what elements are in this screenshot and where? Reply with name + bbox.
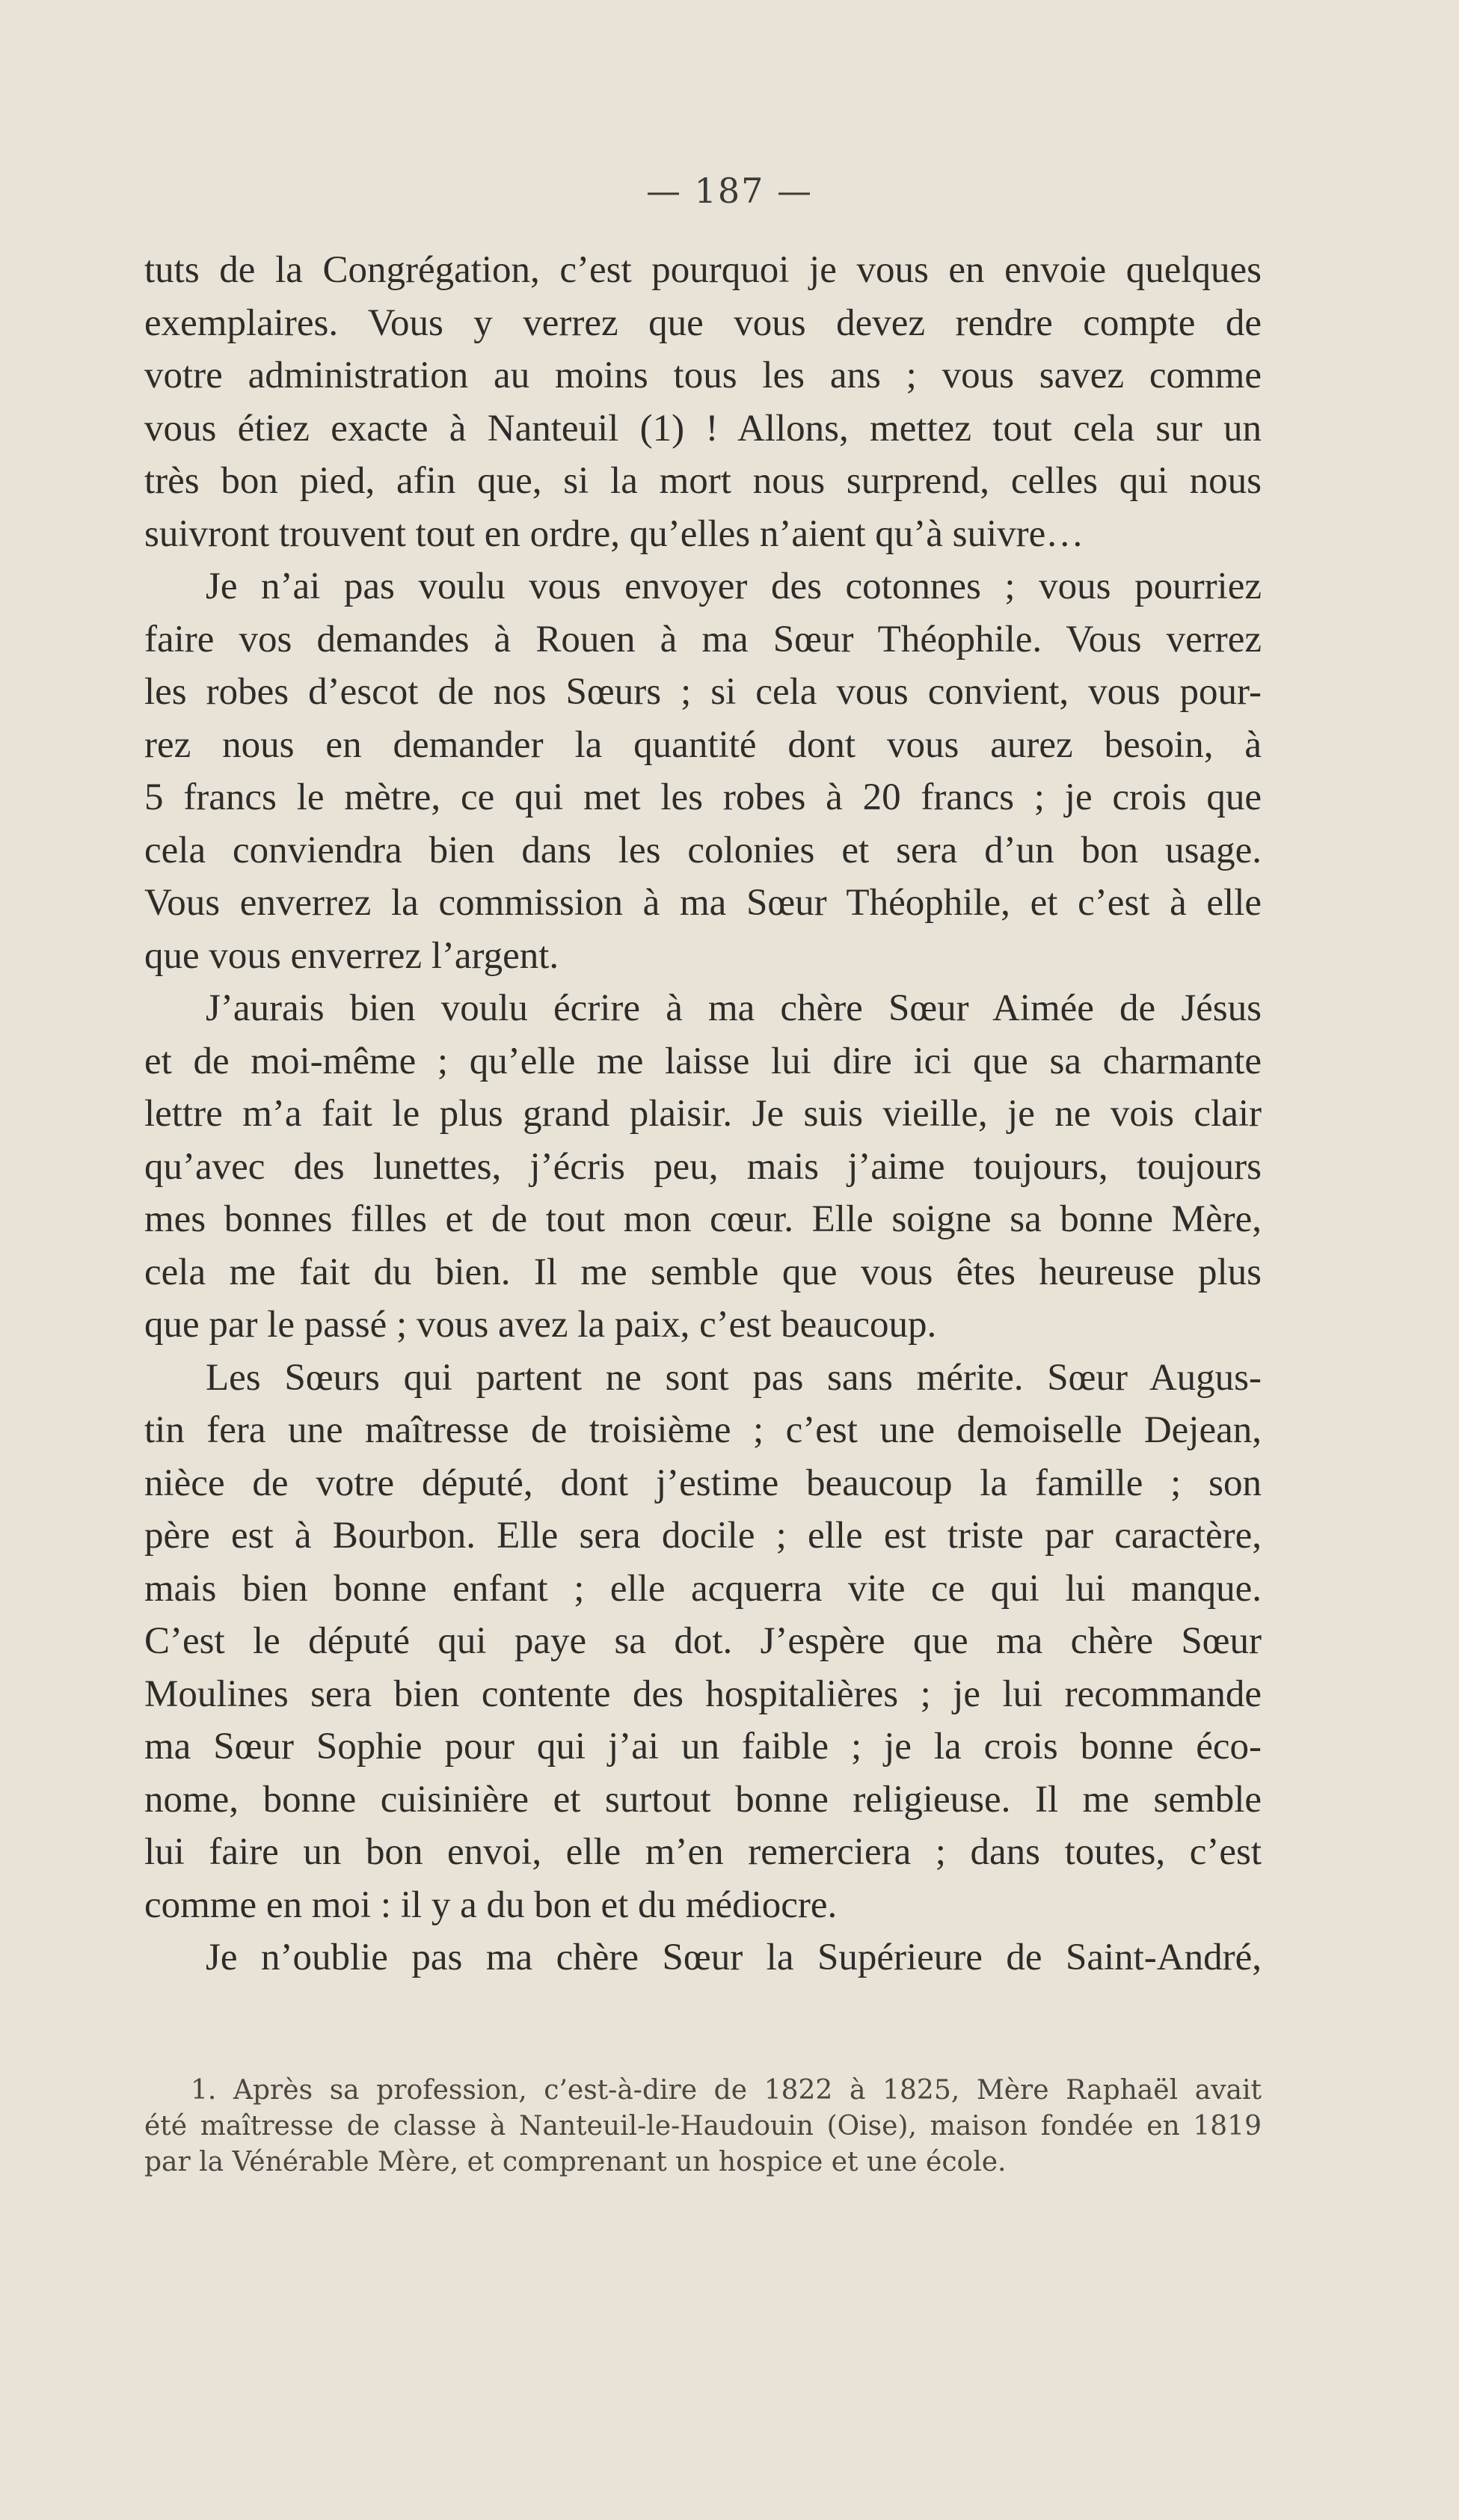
text-line: Moulines sera bien contente des hospitalières ; je lui recommande — [144, 1673, 1262, 1715]
text-line: mes bonnes filles et de tout mon cœur. Elle soigne sa bonne Mère, — [144, 1198, 1262, 1240]
text-line: J’aurais bien voulu écrire à ma chère Sœur Aimée de Jésus — [206, 987, 1262, 1029]
text-line: que par le passé ; vous avez la paix, c’est beaucoup. — [144, 1304, 937, 1346]
text-line: et de moi-même ; qu’elle me laisse lui dire ici que sa charmante — [144, 1040, 1262, 1082]
text-line: Je n’oublie pas ma chère Sœur la Supérieure de Saint-André, — [206, 1937, 1262, 1978]
text-line: lui faire un bon envoi, elle m’en remerciera ; dans toutes, c’est — [144, 1831, 1262, 1873]
text-line: cela conviendra bien dans les colonies et sera d’un bon usage. — [144, 829, 1262, 871]
text-line: que vous enverrez l’argent. — [144, 934, 559, 977]
text-line: tuts de la Congrégation, c’est pourquoi je vous en envoie quelques — [144, 249, 1262, 291]
text-line: mais bien bonne enfant ; elle acquerra vite ce qui lui manque. — [144, 1567, 1262, 1610]
text-line: comme en moi : il y a du bon et du médiocre. — [144, 1883, 838, 1926]
text-line: ma Sœur Sophie pour qui j’ai un faible ; je la crois bonne éco- — [144, 1726, 1262, 1768]
footnote-line: par la Vénérable Mère, et comprenant un hospice et une école. — [144, 2147, 1007, 2177]
text-line: père est à Bourbon. Elle sera docile ; elle est triste par caractère, — [144, 1515, 1262, 1557]
text-line: lettre m’a fait le plus grand plaisir. Je suis vieille, je ne vois clair — [144, 1093, 1262, 1135]
text-line: rez nous en demander la quantité dont vous aurez besoin, à — [144, 723, 1262, 766]
text-line: qu’avec des lunettes, j’écris peu, mais j’aime toujours, toujours — [144, 1145, 1262, 1188]
page-body-text — [144, 244, 1262, 1984]
text-line: C’est le député qui paye sa dot. J’espère que ma chère Sœur — [144, 1620, 1262, 1662]
text-line: Vous enverrez la commission à ma Sœur Théophile, et c’est à elle — [144, 882, 1262, 924]
text-line: cela me fait du bien. Il me semble que vous êtes heureuse plus — [144, 1251, 1262, 1293]
footnote-line: été maîtresse de classe à Nanteuil-le-Haudouin (Oise), maison fondée en 1819 — [144, 2111, 1262, 2142]
text-line: nièce de votre député, dont j’estime beaucoup la famille ; son — [144, 1462, 1262, 1504]
footnote-line: 1. Après sa profession, c’est-à-dire de 1822 à 1825, Mère Raphaël avait — [191, 2075, 1262, 2106]
text-line: suivront trouvent tout en ordre, qu’elles n’aient qu’à suivre… — [144, 512, 1084, 555]
text-line: tin fera une maîtresse de troisième ; c’est une demoiselle Dejean, — [144, 1409, 1262, 1451]
text-line: très bon pied, afin que, si la mort nous surprend, celles qui nous — [144, 460, 1262, 502]
text-line: nome, bonne cuisinière et surtout bonne religieuse. Il me semble — [144, 1778, 1262, 1821]
text-line: 5 francs le mètre, ce qui met les robes à 20 francs ; je crois que — [144, 776, 1262, 818]
text-line: faire vos demandes à Rouen à ma Sœur Théophile. Vous verrez — [144, 618, 1262, 660]
text-line: Je n’ai pas voulu vous envoyer des cotonnes ; vous pourriez — [206, 565, 1262, 607]
footnote-block — [144, 2073, 1262, 2180]
text-line: vous étiez exacte à Nanteuil (1) ! Allons, mettez tout cela sur un — [144, 407, 1262, 450]
text-line: votre administration au moins tous les ans ; vous savez comme — [144, 355, 1262, 396]
text-line: exemplaires. Vous y verrez que vous devez rendre compte de — [144, 301, 1262, 344]
text-line: Les Sœurs qui partent ne sont pas sans mérite. Sœur Augus- — [206, 1356, 1262, 1399]
text-line: les robes d’escot de nos Sœurs ; si cela vous convient, vous pour- — [144, 671, 1262, 713]
page-number: — 187 — — [645, 171, 814, 211]
